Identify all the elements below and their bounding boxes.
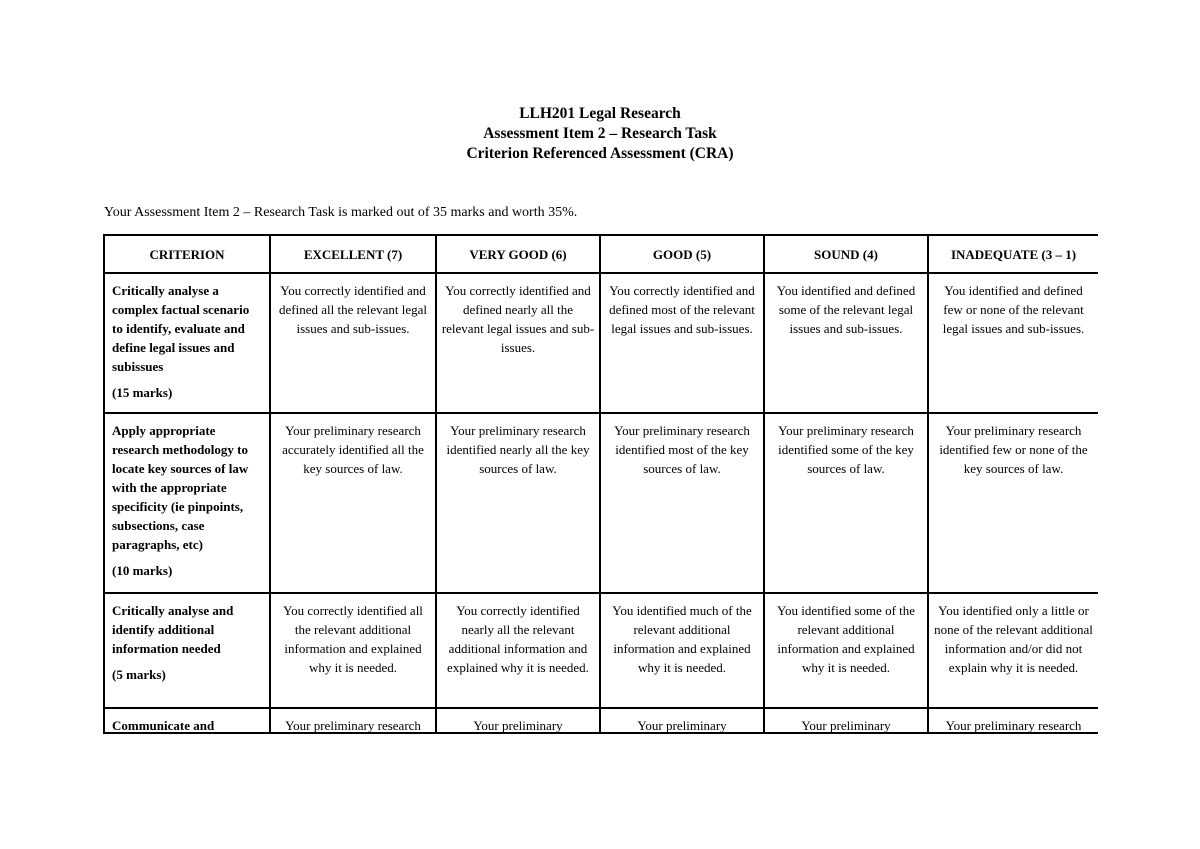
sound-cell: You identified some of the relevant additional information and explained why it is needed. bbox=[764, 593, 928, 708]
table-row bbox=[104, 413, 1098, 593]
good-cell: You correctly identified and defined most of the relevant legal issues and sub-issues. bbox=[600, 273, 764, 413]
cra-rubric bbox=[103, 234, 1098, 734]
very-good-cell: Your preliminary research identified nearly all the key sources of law. bbox=[436, 413, 600, 593]
good-cell: You identified much of the relevant additional information and explained why it is needed. bbox=[600, 593, 764, 708]
criterion-text: Critically analyse and identify additional information needed bbox=[112, 603, 234, 656]
excellent-cell: Your preliminary research bbox=[270, 708, 436, 734]
sound-cell: Your preliminary research identified some of the key sources of law. bbox=[764, 413, 928, 593]
document-title bbox=[0, 104, 1200, 164]
header-sound: SOUND (4) bbox=[764, 235, 928, 273]
header-excellent: EXCELLENT (7) bbox=[270, 235, 436, 273]
rubric-table bbox=[103, 234, 1098, 734]
title-assessment: Assessment Item 2 – Research Task bbox=[483, 125, 717, 142]
excellent-cell: Your preliminary research accurately identified all the key sources of law. bbox=[270, 413, 436, 593]
excellent-cell: You correctly identified and defined all the relevant legal issues and sub-issues. bbox=[270, 273, 436, 413]
sound-cell: Your preliminary bbox=[764, 708, 928, 734]
inadequate-cell: You identified only a little or none of the relevant additional information and/or did not explain why it is needed. bbox=[928, 593, 1098, 708]
criterion-text: Communicate and bbox=[112, 718, 215, 733]
header-very-good: VERY GOOD (6) bbox=[436, 235, 600, 273]
sound-cell: You identified and defined some of the relevant legal issues and sub-issues. bbox=[764, 273, 928, 413]
header-good: GOOD (5) bbox=[600, 235, 764, 273]
very-good-cell: You correctly identified and defined nearly all the relevant legal issues and sub-issues. bbox=[436, 273, 600, 413]
criterion-marks: (10 marks) bbox=[112, 563, 173, 578]
excellent-cell: You correctly identified all the relevant additional information and explained why it is needed. bbox=[270, 593, 436, 708]
criterion-marks: (15 marks) bbox=[112, 385, 173, 400]
very-good-cell: You correctly identified nearly all the relevant additional information and explained why it is needed. bbox=[436, 593, 600, 708]
very-good-cell: Your preliminary bbox=[436, 708, 600, 734]
criterion-cell bbox=[104, 413, 270, 593]
table-row bbox=[104, 273, 1098, 413]
inadequate-cell: Your preliminary research identified few or none of the key sources of law. bbox=[928, 413, 1098, 593]
table-row bbox=[104, 593, 1098, 708]
criterion-cell bbox=[104, 708, 270, 734]
criterion-text: Apply appropriate research methodology to locate key sources of law with the appropriate specificity (ie pinpoints, subsections, case paragraphs, etc) bbox=[112, 423, 249, 552]
criterion-cell bbox=[104, 273, 270, 413]
header-row bbox=[104, 235, 1098, 273]
criterion-text: Critically analyse a complex factual scenario to identify, evaluate and define legal issues and subissues bbox=[112, 283, 250, 374]
intro-text: Your Assessment Item 2 – Research Task is marked out of 35 marks and worth 35%. bbox=[104, 205, 578, 220]
good-cell: Your preliminary bbox=[600, 708, 764, 734]
criterion-cell bbox=[104, 593, 270, 708]
inadequate-cell: You identified and defined few or none of the relevant legal issues and sub-issues. bbox=[928, 273, 1098, 413]
inadequate-cell: Your preliminary research bbox=[928, 708, 1098, 734]
header-inadequate: INADEQUATE (3 – 1) bbox=[928, 235, 1098, 273]
title-cra: Criterion Referenced Assessment (CRA) bbox=[466, 145, 734, 162]
header-criterion: CRITERION bbox=[104, 235, 270, 273]
good-cell: Your preliminary research identified most of the key sources of law. bbox=[600, 413, 764, 593]
criterion-marks: (5 marks) bbox=[112, 667, 166, 682]
title-course: LLH201 Legal Research bbox=[519, 105, 681, 122]
table-row bbox=[104, 708, 1098, 734]
